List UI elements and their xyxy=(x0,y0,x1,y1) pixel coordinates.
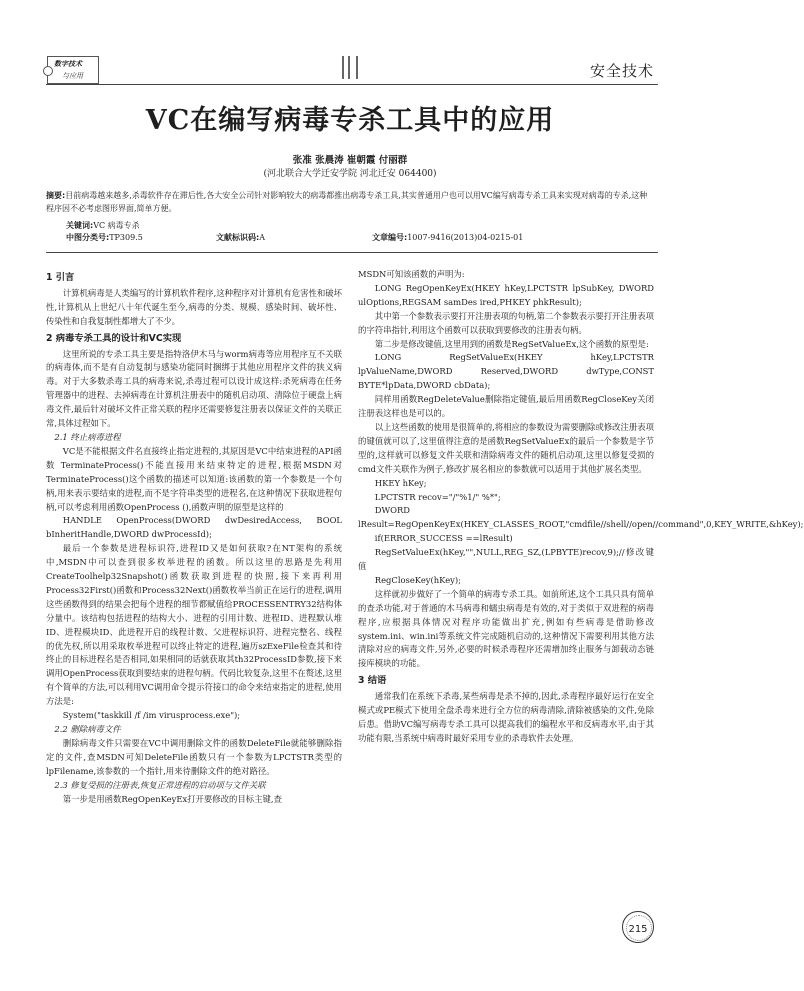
paragraph: 删除病毒文件只需要在VC中调用删除文件的函数DeleteFile就能够删除指定的文件,查MSDN可知DeleteFile函数只有一个参数为LPCTSTR类型的lpFilename,该参数的一个指针,用来待删除文件的绝对路径。 xyxy=(46,737,342,776)
logo-ornament xyxy=(43,66,53,76)
paragraph: 同样用函数RegDeleteValue删除指定键值,最后用函数RegCloseKey关闭注册表这样也是可以的。 xyxy=(358,394,654,419)
subsection-heading: 2.1 终止病毒进程 xyxy=(54,431,121,442)
subsection-heading: 2.3 修复受损的注册表,恢复正常进程的启动项与文件关联 xyxy=(54,779,266,790)
header-bar-1 xyxy=(342,56,344,79)
clc-value: TP309.5 xyxy=(109,233,143,242)
keywords xyxy=(66,220,140,231)
code-line: System("taskkill /f /im virusprocess.exe"); xyxy=(62,710,241,721)
subsection-heading: 2.2 删除病毒文件 xyxy=(54,724,121,734)
paragraph: 计算机病毒是人类编写的计算机软件程序,这种程序对计算机有危害性和破坏性,计算机从上世纪八十年代诞生至今,病毒的分类、规模、感染时间、破坏性、传染性和自我复制性都增大了不少。 xyxy=(46,287,342,326)
paragraph: 这样就初步做好了一个简单的病毒专杀工具。如前所述,这个工具只具有简单的查杀功能,对于普通的木马病毒和蠕虫病毒是有效的,对于类似于双进程的病毒程序,应根据具体情况对程序功能做出扩充,例如有些病毒是借助修改system.ini、win.ini等系统文件完成随机启动的,这种情况下需要利用其他方法清除对应的病毒文件,另外,必要的时候杀毒程序还需增加终止服务与卸载动态链接库模块的功能。 xyxy=(358,588,654,669)
article-value: 1007-9416(2013)04-0215-01 xyxy=(407,233,524,242)
article-label: 文章编号: xyxy=(372,233,408,242)
header-bar-2 xyxy=(348,56,350,79)
journal-logo xyxy=(47,56,99,84)
header-rule xyxy=(46,84,658,85)
section-heading: 2 病毒专杀工具的设计和VC实现 xyxy=(46,332,182,344)
keywords-value: VC 病毒专杀 xyxy=(93,221,140,230)
right-column xyxy=(358,268,804,746)
code-line: LONG RegOpenKeyEx(HKEY hKey,LPCTSTR lpSubKey, DWORD ulOptions,REGSAM samDes ired,PHKEY phkResult); xyxy=(358,282,654,307)
paragraph: 通常我们在系统下杀毒,某些病毒是杀不掉的,因此,杀毒程序最好运行在安全模式或PE模式下使用全盘杀毒来进行全方位的病毒清除,清除被感染的文件,免除后患。借助VC编写病毒专杀工具可以提高我们的编程水平和反病毒水平,由于其功能有限,当系统中病毒时最好采用专业的杀毒软件去处理。 xyxy=(358,691,654,743)
page-number: 215 xyxy=(628,924,648,935)
paragraph: MSDN可知该函数的声明为: xyxy=(358,269,465,279)
code-line: if(ERROR_SUCCESS ==lResult) xyxy=(374,533,513,544)
paragraph: 这里所说的专杀工具主要是指特洛伊木马与worm病毒等应用程序互不关联的病毒体,而不是有自动复制与感染功能同时捆绑于其他应用程序文件的狭义病毒。对于大多数杀毒工具的病毒来说,杀毒过程可以设计成这样:杀死病毒在任务管理器中的进程、去掉病毒在计算机注册表中的随机启动项、清除位于硬盘上病毒文件,最后针对破坏文件正常关联的程序还需要修复注册表以保证文件的关联正常,具体过程如下。 xyxy=(46,348,342,429)
abstract-label: 摘要: xyxy=(46,191,66,200)
paragraph: VC是不能根据文件名直接终止指定进程的,其原因是VC中结束进程的API函数 TerminateProcess()不能直接用来结束特定的进程,根据MSDN对TerminateProcess()这个函数的描述可以知道:该函数的第一个参数是一个句柄,用来表示要结束的进程,而不是字符串类型的进程名,在这种情况下获取进程句柄,可以考虑利用函数OpenProcess (),函数声明的原型是这样的 xyxy=(46,445,342,512)
doc-value: A xyxy=(259,233,265,242)
clc-number xyxy=(66,232,143,243)
section-heading: 1 引言 xyxy=(46,272,75,283)
code-line: LONG RegSetValueEx(HKEY hKey,LPCTSTR lpValueName,DWORD Reserved,DWORD dwType,CONST BYTE*lpData,DWORD cbData); xyxy=(358,352,654,391)
keywords-label: 关键词: xyxy=(66,221,94,230)
paragraph: 最后一个参数是进程标识符,进程ID又是如何获取?在NT架构的系统中,MSDN中可以查到很多枚举进程的函数。所以这里的思路是先利用CreateToolhelp32Snapshot()函数获取到进程的快照,接下来再利用Process32First()函数和Process32Next()函数枚举当前正在运行的进程,调用这些函数得到的结果会把每个进程的细节都赋值给PROCESSENTRY32结构体分量中。该结构包括进程的结构大小、进程的引用计数、进程ID、进程默认堆ID、进程模块ID、此进程开启的线程计数、父进程标识符、进程完整名、线程的优先权,所以用采取枚举进程可以终止特定的进程,遍历szExeFile检查其和待终止的目标进程名是否相同,如果相同的话就获取其th32ProcessID参数,接下来调用OpenProcess获取到要结束的进程句柄。代码比较复杂,这里不在赘述,这里有个简单的方法,可以利用VC调用命令提示符接口的命令来结束指定的进程,使用方法是: xyxy=(46,543,342,707)
left-column xyxy=(46,268,342,806)
paragraph: 以上这些函数的使用是很简单的,将相应的参数设为需要删除或修改注册表项的键值就可以了,这里值得注意的是函数RegSetValueEx的最后一个参数是字节型的,这样就可以修复文件关联和清除病毒文件的随机启动项,这里以修复受损的cmd文件关联作为例子,修改扩展名相应的参数就可以适用于其他扩展名类型。 xyxy=(358,421,654,474)
abstract-rule xyxy=(46,252,658,253)
paragraph: 其中第一个参数表示要打开注册表项的句柄,第二个参数表示要打开注册表项的字符串指针,利用这个函数可以获取到要修改的注册表句柄。 xyxy=(358,310,654,335)
authors: 张准 张晨涛 崔朝霞 付丽群 xyxy=(292,155,408,166)
paragraph: 第二步是修改键值,这里用到的函数是RegSetValueEx,这个函数的原型是: xyxy=(374,338,649,349)
doc-code xyxy=(216,232,265,243)
code-line: LPCTSTR recov="/"%1/" %*"; xyxy=(374,491,501,502)
code-line: HKEY hKey; xyxy=(374,477,427,488)
doc-label: 文献标识码: xyxy=(216,233,260,242)
code-line: RegSetValueEx(hKey,"",NULL,REG_SZ,(LPBYTE)recov,9);//修改键值 xyxy=(358,547,654,572)
code-line: RegCloseKey(hKey); xyxy=(374,574,461,585)
abstract-text: 目前病毒越来越多,杀毒软件存在滞后性,各大安全公司针对影响较大的病毒都推出病毒专杀工具,其实普通用户也可以用VC编写病毒专杀工具来实现对病毒的专杀,这种程序因不必考虑图形界面,简单方便。 xyxy=(46,191,648,213)
article-number xyxy=(372,232,523,243)
header-bar-3 xyxy=(356,56,358,79)
article-title: VC在编写病毒专杀工具中的应用 xyxy=(145,105,555,136)
page-number-badge xyxy=(622,911,654,943)
abstract xyxy=(46,190,654,215)
section-heading: 3 结语 xyxy=(358,675,387,687)
paragraph: 第一步是用函数RegOpenKeyEx打开要修改的目标主键,查 xyxy=(62,793,282,804)
code-line: DWORD lResult=RegOpenKeyEx(HKEY_CLASSES_ROOT,"cmdfile//shell//open//command",0,KEY_WRITE,&hKey); xyxy=(358,505,804,530)
code-line: HANDLE OpenProcess(DWORD dwDesiredAccess, BOOL bInheritHandle,DWORD dwProcessId); xyxy=(46,515,342,540)
clc-label: 中图分类号: xyxy=(66,233,110,242)
logo-top-text: 数字技术 xyxy=(54,59,82,68)
affiliation: (河北联合大学迁安学院 河北迁安 064400) xyxy=(263,169,437,179)
section-label: 安全技术 xyxy=(589,62,654,80)
logo-bottom-text: 与应用 xyxy=(62,72,83,80)
